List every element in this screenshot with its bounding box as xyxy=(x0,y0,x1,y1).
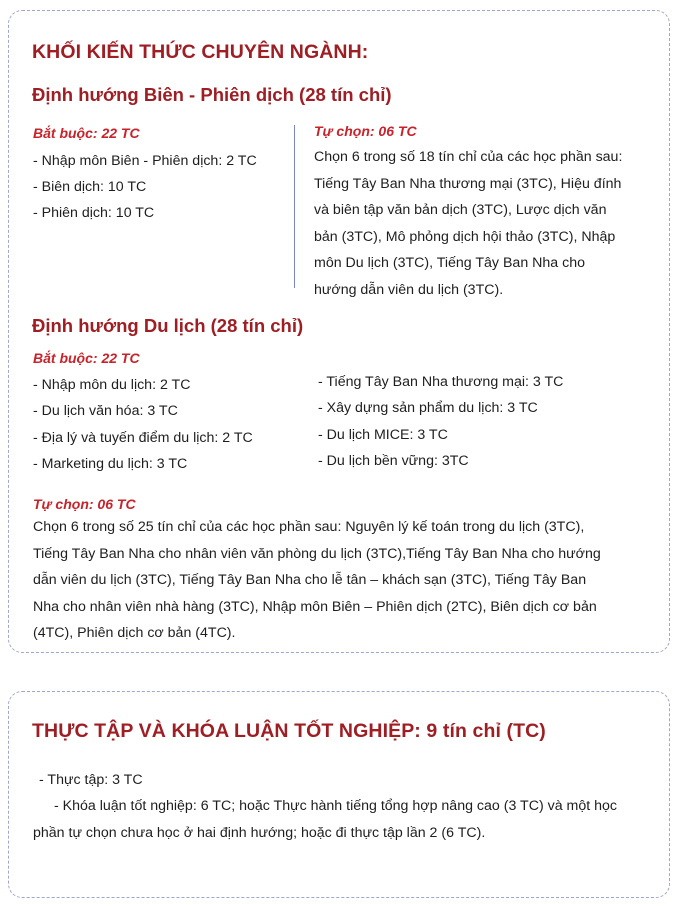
list-item: - Xây dựng sản phẩm du lịch: 3 TC xyxy=(318,400,538,416)
tourism-elective-label: Tự chọn: 06 TC xyxy=(33,496,136,512)
list-item: - Thực tập: 3 TC xyxy=(39,772,143,788)
translation-heading: Định hướng Biên - Phiên dịch (28 tín chỉ) xyxy=(32,84,392,105)
list-item: - Phiên dịch: 10 TC xyxy=(33,205,155,221)
translation-elective-label: Tự chọn: 06 TC xyxy=(314,123,417,139)
list-item: - Du lịch MICE: 3 TC xyxy=(318,427,448,443)
tourism-elective-text: Chọn 6 trong số 25 tín chỉ của các học phần sau: Nguyên lý kế toán trong du lịch (3TC), Tiếng Tây Ban Nha cho nhân viên văn phòng du lịch (3TC),Tiếng Tây Ban Nha cho hướng dẫn viên du lịch (3TC), Tiếng Tây Ban Nha cho lễ tân – khách sạn (3TC), Tiếng Tây Ban Nha cho nhân viên nhà hàng (3TC), Nhập môn Biên – Phiên dịch (2TC), Biên dịch cơ bản (4TC), Phiên dịch cơ bản (4TC). xyxy=(33,519,601,641)
internship-thesis-text: - Khóa luận tốt nghiệp: 6 TC; hoặc Thực hành tiếng tổng hợp nâng cao (3 TC) và một học phần tự chọn chưa học ở hai định hướng; hoặc đi thực tập lần 2 (6 TC). xyxy=(33,798,618,841)
list-item: - Nhập môn du lịch: 2 TC xyxy=(33,377,191,393)
column-divider xyxy=(294,125,295,288)
internship-title: THỰC TẬP VÀ KHÓA LUẬN TỐT NGHIỆP: 9 tín chỉ (TC) xyxy=(32,720,546,742)
list-item: - Du lịch bền vững: 3TC xyxy=(318,453,469,469)
list-item: - Nhập môn Biên - Phiên dịch: 2 TC xyxy=(33,153,257,169)
specialized-title: KHỐI KIẾN THỨC CHUYÊN NGÀNH: xyxy=(32,41,369,63)
tourism-heading: Định hướng Du lịch (28 tín chỉ) xyxy=(32,315,304,336)
tourism-required-label: Bắt buộc: 22 TC xyxy=(33,350,140,366)
translation-elective-text: Chọn 6 trong số 18 tín chỉ của các học phần sau: Tiếng Tây Ban Nha thương mại (3TC), Hiệu đính và biên tập văn bản dịch (3TC), Lược dịch văn bản (3TC), Mô phỏng dịch hội thảo (3TC), Nhập môn Du lịch (3TC), Tiếng Tây Ban Nha cho hướng dẫn viên du lịch (3TC). xyxy=(314,149,623,298)
list-item: - Du lịch văn hóa: 3 TC xyxy=(33,403,178,419)
list-item: - Biên dịch: 10 TC xyxy=(33,179,147,195)
list-item: - Marketing du lịch: 3 TC xyxy=(33,456,188,472)
list-item: - Tiếng Tây Ban Nha thương mại: 3 TC xyxy=(318,374,564,390)
list-item: - Địa lý và tuyến điểm du lịch: 2 TC xyxy=(33,430,253,446)
translation-required-label: Bắt buộc: 22 TC xyxy=(33,125,140,141)
